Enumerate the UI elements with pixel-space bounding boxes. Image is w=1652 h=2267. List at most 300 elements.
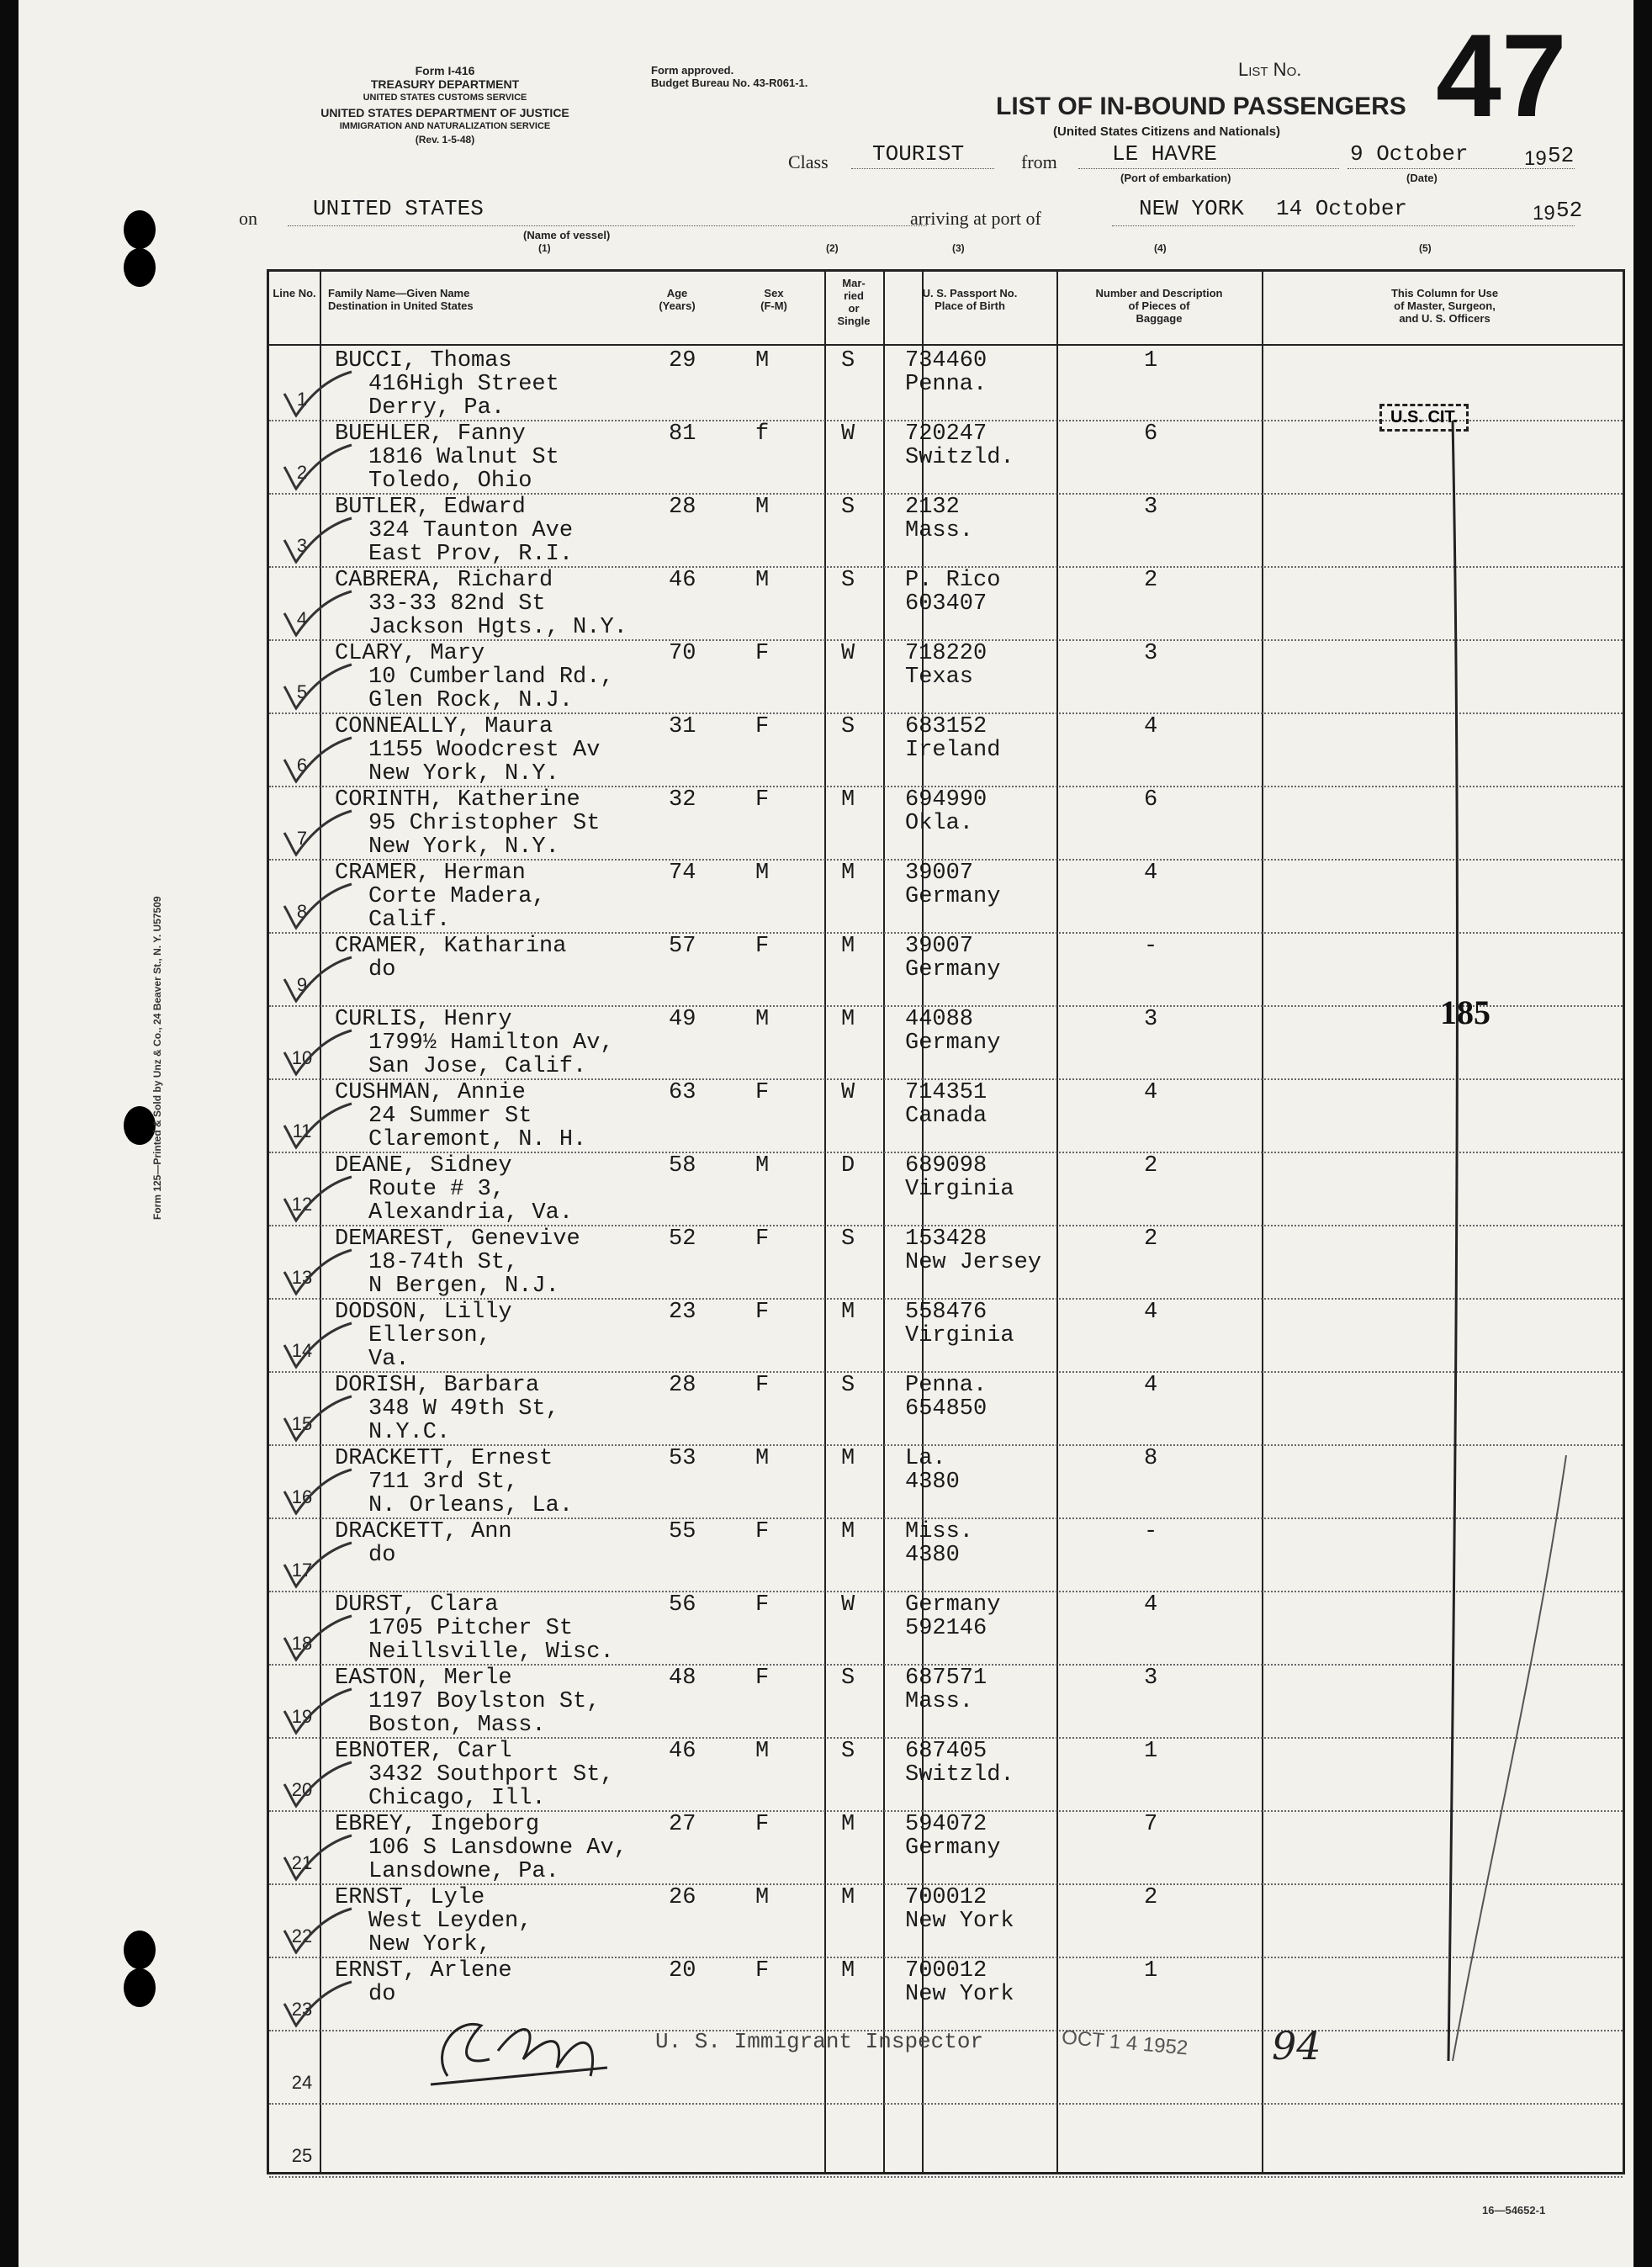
passenger-name: CRAMER, Herman	[335, 861, 526, 886]
age: 29	[669, 348, 696, 373]
passenger-name: DODSON, Lilly	[335, 1300, 512, 1325]
marital-status: S	[841, 568, 855, 593]
baggage-count: 3	[1144, 641, 1158, 666]
check-mark	[278, 1027, 353, 1078]
col3-num: (3)	[952, 242, 965, 254]
check-mark	[278, 1978, 353, 2029]
place-of-birth: Germany	[905, 884, 1001, 909]
passenger-name: CONNEALLY, Maura	[335, 714, 553, 739]
marital-status: M	[841, 934, 855, 959]
table-row	[269, 1811, 1623, 1884]
marital-status: M	[841, 1446, 855, 1471]
baggage-count: 1	[1144, 1958, 1158, 1984]
col-header-passport: U. S. Passport No. Place of Birth	[922, 287, 1018, 312]
port-underline	[1078, 168, 1339, 169]
age: 20	[669, 1958, 696, 1984]
class-label: Class	[788, 151, 829, 172]
baggage-count: 4	[1144, 1300, 1158, 1325]
passenger-name: CABRERA, Richard	[335, 568, 553, 593]
place-of-birth: Penna.	[905, 372, 987, 397]
passport-number: 714351	[905, 1080, 987, 1105]
place-of-birth: 654850	[905, 1396, 987, 1422]
line-number: 1	[296, 389, 308, 410]
line-number: 20	[291, 1779, 313, 1800]
passenger-name: BUTLER, Edward	[335, 495, 526, 520]
passport-number: Germany	[905, 1592, 1001, 1618]
address-line-2: New York, N.Y.	[368, 761, 559, 787]
baggage-count: -	[1144, 934, 1158, 959]
marital-status: M	[841, 1885, 855, 1910]
passport-number: 694990	[905, 787, 987, 813]
address-line-2: East Prov, R.I.	[368, 542, 574, 567]
marital-status: M	[841, 1958, 855, 1984]
marital-status: W	[841, 421, 855, 447]
line-number: 12	[291, 1194, 313, 1215]
binder-hole	[124, 210, 156, 249]
table-row	[269, 1884, 1623, 1957]
table-row	[269, 640, 1623, 713]
passenger-name: EASTON, Merle	[335, 1666, 512, 1691]
col-header-line: Line No.	[273, 287, 316, 299]
ins-service: IMMIGRATION AND NATURALIZATION SERVICE	[339, 121, 551, 131]
binder-hole	[124, 248, 156, 287]
class-value: TOURIST	[872, 141, 965, 167]
list-no-value: 47	[1436, 9, 1567, 141]
arrival-date-stamp: OCT 1 4 1952	[1061, 2026, 1189, 2060]
manifest-page	[19, 0, 1633, 2267]
baggage-count: 6	[1144, 421, 1158, 447]
address-line-1: 10 Cumberland Rd.,	[368, 665, 614, 690]
check-mark	[278, 1100, 353, 1151]
age: 28	[669, 495, 696, 520]
place-of-birth: New York	[905, 1982, 1014, 2007]
address-line-1: Route # 3,	[368, 1177, 506, 1202]
sex: F	[755, 1226, 770, 1252]
line-number: 4	[296, 608, 308, 629]
address-line-1: 416High Street	[368, 372, 559, 397]
passenger-name: CRAMER, Katharina	[335, 934, 567, 959]
place-of-birth: Mass.	[905, 518, 974, 543]
table-row	[269, 860, 1623, 933]
place-of-birth: 4380	[905, 1543, 960, 1568]
age: 32	[669, 787, 696, 813]
date-underline	[1348, 168, 1575, 169]
baggage-count: 8	[1144, 1446, 1158, 1471]
passport-number: 39007	[905, 861, 974, 886]
check-mark	[278, 1539, 353, 1590]
col5-num: (5)	[1419, 242, 1432, 254]
table-row	[269, 1152, 1623, 1226]
sex: F	[755, 934, 770, 959]
baggage-count: 7	[1144, 1812, 1158, 1837]
sex: F	[755, 714, 770, 739]
place-of-birth: New Jersey	[905, 1250, 1042, 1275]
inspector-signature	[422, 2000, 624, 2093]
passenger-table	[267, 269, 1625, 2174]
document-subtitle: (United States Citizens and Nationals)	[1053, 124, 1281, 139]
line-number: 7	[296, 828, 308, 849]
marital-status: M	[841, 1519, 855, 1544]
list-no-label: List No.	[1238, 59, 1302, 80]
place-of-birth: Switzld.	[905, 445, 1014, 470]
table-row	[269, 1665, 1623, 1738]
total-passengers: 185	[1440, 993, 1491, 1031]
place-of-birth: Texas	[905, 665, 974, 690]
passport-number: 687405	[905, 1739, 987, 1764]
table-row	[269, 1006, 1623, 1079]
address-line-2: Boston, Mass.	[368, 1713, 546, 1738]
baggage-count: 4	[1144, 1373, 1158, 1398]
sex: F	[755, 1373, 770, 1398]
inspector-label: U. S. Immigrant Inspector	[655, 2029, 984, 2054]
handwritten-number: 94	[1272, 2023, 1321, 2068]
vessel-underline	[288, 225, 927, 226]
place-of-birth: Germany	[905, 1835, 1001, 1861]
table-row	[269, 567, 1623, 640]
address-line-2: Chicago, Ill.	[368, 1786, 546, 1811]
age: 53	[669, 1446, 696, 1471]
binder-hole	[124, 1931, 156, 1969]
table-row	[269, 1299, 1623, 1372]
place-of-birth: Mass.	[905, 1689, 974, 1714]
line-number: 16	[291, 1486, 313, 1507]
baggage-count: 4	[1144, 1080, 1158, 1105]
table-row	[269, 421, 1623, 494]
baggage-count: 3	[1144, 1666, 1158, 1691]
marital-status: W	[841, 641, 855, 666]
sex: F	[755, 1592, 770, 1618]
address-line-1: 95 Christopher St	[368, 811, 601, 836]
address-line-1: Ellerson,	[368, 1323, 491, 1348]
address-line-2: Claremont, N. H.	[368, 1127, 587, 1152]
document-title: LIST OF IN-BOUND PASSENGERS	[996, 93, 1406, 120]
address-line-1: 1155 Woodcrest Av	[368, 738, 601, 763]
address-line-1: 1799½ Hamilton Av,	[368, 1030, 614, 1056]
age: 70	[669, 641, 696, 666]
sex: M	[755, 1446, 770, 1471]
age: 63	[669, 1080, 696, 1105]
line-number: 11	[292, 1120, 312, 1141]
place-of-birth: Germany	[905, 1030, 1001, 1056]
passenger-name: EBNOTER, Carl	[335, 1739, 512, 1764]
baggage-count: 6	[1144, 787, 1158, 813]
passport-number: 44088	[905, 1007, 974, 1032]
baggage-count: 3	[1144, 1007, 1158, 1032]
check-mark	[278, 808, 353, 858]
check-mark	[278, 1173, 353, 1224]
marital-status: M	[841, 1300, 855, 1325]
sex: M	[755, 1007, 770, 1032]
port-of-embarkation: LE HAVRE	[1112, 141, 1217, 167]
check-mark	[278, 954, 353, 1004]
table-row-empty	[269, 2104, 1623, 2177]
passport-number: 594072	[905, 1812, 987, 1837]
baggage-count: 2	[1144, 1153, 1158, 1179]
address-line-2: New York, N.Y.	[368, 834, 559, 860]
address-line-1: Corte Madera,	[368, 884, 546, 909]
footer-code: 16—54652-1	[1482, 2204, 1546, 2217]
table-row	[269, 1518, 1623, 1592]
line-number: 18	[291, 1633, 313, 1654]
arriving-label: arriving at port of	[910, 208, 1041, 229]
embark-date: 9 October	[1350, 141, 1469, 167]
passenger-name: CURLIS, Henry	[335, 1007, 512, 1032]
printer-side-text: Form 125—Printed & Sold by Unz & Co., 24 Beaver St., N. Y. U57509	[151, 896, 163, 1220]
line-number: 25	[291, 2145, 313, 2166]
table-row	[269, 494, 1623, 567]
form-number: Form I-416	[415, 64, 475, 77]
marital-status: M	[841, 787, 855, 813]
col-header-name	[328, 287, 474, 312]
sex: F	[755, 1666, 770, 1691]
address-line-2: Va.	[368, 1347, 410, 1372]
sex: M	[755, 568, 770, 593]
place-of-birth: New York	[905, 1909, 1014, 1934]
arrival-underline	[1112, 225, 1575, 226]
table-row	[269, 1079, 1623, 1152]
marital-status: S	[841, 1373, 855, 1398]
passenger-name: DORISH, Barbara	[335, 1373, 540, 1398]
us-citizen-stamp: U.S. CIT.	[1379, 404, 1469, 432]
vessel-caption: (Name of vessel)	[523, 229, 611, 241]
check-mark	[278, 1320, 353, 1370]
arrival-port: NEW YORK	[1139, 196, 1244, 221]
check-mark	[278, 442, 353, 492]
check-mark	[278, 1905, 353, 1956]
handwritten-column-mark	[1440, 421, 1575, 2069]
passenger-name: DEMAREST, Genevive	[335, 1226, 580, 1252]
address-line-1: West Leyden,	[368, 1909, 532, 1934]
address-line-1: 711 3rd St,	[368, 1470, 519, 1495]
check-mark	[278, 1466, 353, 1517]
passport-number: 39007	[905, 934, 974, 959]
address-line-1: 324 Taunton Ave	[368, 518, 574, 543]
address-line-2: N. Orleans, La.	[368, 1493, 574, 1518]
line-number: 21	[291, 1852, 313, 1873]
passenger-name: ERNST, Arlene	[335, 1958, 512, 1984]
line-number: 17	[291, 1560, 313, 1581]
address-line-1: 18-74th St,	[368, 1250, 519, 1275]
row-dotted-rule	[269, 2176, 1623, 2178]
table-row	[269, 1738, 1623, 1811]
passenger-name: BUCCI, Thomas	[335, 348, 512, 373]
age: 49	[669, 1007, 696, 1032]
passport-number: 700012	[905, 1958, 987, 1984]
place-of-birth: Germany	[905, 957, 1001, 983]
sex: M	[755, 348, 770, 373]
header-divider	[269, 344, 1623, 346]
age: 23	[669, 1300, 696, 1325]
from-label: from	[1021, 151, 1057, 172]
check-mark	[278, 368, 353, 419]
sex: F	[755, 1812, 770, 1837]
check-mark	[278, 881, 353, 931]
address-line-1: do	[368, 1543, 396, 1568]
budget-text: Budget Bureau No. 43-R061-1.	[651, 77, 808, 89]
marital-status: M	[841, 861, 855, 886]
line-number: 19	[291, 1706, 313, 1727]
address-line-2: Calif.	[368, 908, 451, 933]
sex: f	[755, 421, 770, 447]
port-embark-caption: (Port of embarkation)	[1120, 172, 1231, 184]
col-header-name-text: Family Name—Given Name Destination in United States	[328, 287, 474, 312]
passport-number: 558476	[905, 1300, 987, 1325]
check-mark	[278, 588, 353, 638]
passport-number: Miss.	[905, 1519, 974, 1544]
place-of-birth: 4380	[905, 1470, 960, 1495]
age: 57	[669, 934, 696, 959]
marital-status: S	[841, 495, 855, 520]
sex: F	[755, 1958, 770, 1984]
age: 81	[669, 421, 696, 447]
passport-number: Penna.	[905, 1373, 987, 1398]
col-header-officers: This Column for Use of Master, Surgeon, and U. S. Officers	[1390, 287, 1499, 325]
place-of-birth: Virginia	[905, 1323, 1014, 1348]
col1-num: (1)	[538, 242, 551, 254]
age: 55	[669, 1519, 696, 1544]
address-line-1: 1705 Pitcher St	[368, 1616, 574, 1641]
sex: M	[755, 861, 770, 886]
place-of-birth: Canada	[905, 1104, 987, 1129]
passport-number: 683152	[905, 714, 987, 739]
sex: M	[755, 495, 770, 520]
marital-status: S	[841, 714, 855, 739]
table-row	[269, 1372, 1623, 1445]
passport-number: 153428	[905, 1226, 987, 1252]
embark-year: 52	[1548, 143, 1575, 168]
marital-status: S	[841, 348, 855, 373]
line-number: 10	[291, 1047, 313, 1068]
approved-text: Form approved.	[651, 64, 734, 77]
embark-year-prefix: 19	[1524, 147, 1547, 170]
baggage-count: 4	[1144, 714, 1158, 739]
age: 28	[669, 1373, 696, 1398]
marital-status: M	[841, 1812, 855, 1837]
place-of-birth: Okla.	[905, 811, 974, 836]
passport-number: 734460	[905, 348, 987, 373]
line-number: 5	[296, 681, 308, 702]
table-row	[269, 1445, 1623, 1518]
check-mark	[278, 734, 353, 785]
baggage-count: 4	[1144, 1592, 1158, 1618]
check-mark	[278, 661, 353, 712]
check-mark	[278, 1393, 353, 1443]
place-of-birth: Virginia	[905, 1177, 1014, 1202]
col-header-married: Mar- ried or Single	[837, 277, 871, 327]
form-header-left	[239, 64, 651, 146]
col2-num: (2)	[826, 242, 839, 254]
table-row	[269, 713, 1623, 787]
check-mark	[278, 1247, 353, 1297]
address-line-2: N.Y.C.	[368, 1420, 451, 1445]
date-caption: (Date)	[1406, 172, 1438, 184]
vessel-name: UNITED STATES	[313, 196, 484, 221]
address-line-2: Neillsville, Wisc.	[368, 1639, 614, 1665]
justice-dept: UNITED STATES DEPARTMENT OF JUSTICE	[320, 106, 569, 119]
age: 58	[669, 1153, 696, 1179]
age: 31	[669, 714, 696, 739]
marital-status: S	[841, 1666, 855, 1691]
passenger-name: ERNST, Lyle	[335, 1885, 485, 1910]
customs-service: UNITED STATES CUSTOMS SERVICE	[363, 93, 527, 103]
sex: F	[755, 641, 770, 666]
baggage-count: 1	[1144, 1739, 1158, 1764]
line-number: 3	[296, 535, 308, 556]
address-line-1: 33-33 82nd St	[368, 591, 546, 617]
age: 46	[669, 568, 696, 593]
address-line-2: N Bergen, N.J.	[368, 1274, 559, 1299]
table-row	[269, 1592, 1623, 1665]
place-of-birth: 603407	[905, 591, 987, 617]
revision: (Rev. 1-5-48)	[415, 134, 475, 146]
baggage-count: 1	[1144, 348, 1158, 373]
address-line-1: 24 Summer St	[368, 1104, 532, 1129]
age: 48	[669, 1666, 696, 1691]
sex: F	[755, 787, 770, 813]
baggage-count: 2	[1144, 1885, 1158, 1910]
line-number: 8	[296, 901, 308, 922]
check-mark	[278, 1613, 353, 1663]
address-line-2: Alexandria, Va.	[368, 1200, 574, 1226]
passport-number: 687571	[905, 1666, 987, 1691]
sex: F	[755, 1080, 770, 1105]
form-approval	[651, 64, 807, 89]
sex: F	[755, 1300, 770, 1325]
passenger-name: DRACKETT, Ann	[335, 1519, 512, 1544]
address-line-1: 348 W 49th St,	[368, 1396, 559, 1422]
age: 52	[669, 1226, 696, 1252]
baggage-count: 4	[1144, 861, 1158, 886]
baggage-count: 3	[1144, 495, 1158, 520]
address-line-2: Jackson Hgts., N.Y.	[368, 615, 627, 640]
age: 56	[669, 1592, 696, 1618]
sex: M	[755, 1885, 770, 1910]
check-mark	[278, 515, 353, 565]
line-number: 6	[296, 755, 308, 776]
col4-num: (4)	[1154, 242, 1167, 254]
sex: M	[755, 1739, 770, 1764]
passenger-name: CLARY, Mary	[335, 641, 485, 666]
address-line-2: Lansdowne, Pa.	[368, 1859, 559, 1884]
table-row	[269, 1226, 1623, 1299]
line-number: 23	[291, 1999, 313, 2020]
passport-number: 2132	[905, 495, 960, 520]
marital-status: W	[841, 1592, 855, 1618]
address-line-1: do	[368, 957, 396, 983]
passenger-name: CORINTH, Katherine	[335, 787, 580, 813]
check-mark	[278, 1832, 353, 1883]
check-mark	[278, 1686, 353, 1736]
marital-status: D	[841, 1153, 855, 1179]
passenger-name: DURST, Clara	[335, 1592, 499, 1618]
place-of-birth: 592146	[905, 1616, 987, 1641]
class-underline	[851, 168, 994, 169]
passport-number: 720247	[905, 421, 987, 447]
col-header-age: Age (Years)	[659, 287, 696, 312]
address-line-1: 3432 Southport St,	[368, 1762, 614, 1788]
passenger-name: BUEHLER, Fanny	[335, 421, 526, 447]
passenger-name: DEANE, Sidney	[335, 1153, 512, 1179]
passport-number: P. Rico	[905, 568, 1001, 593]
treasury-dept: TREASURY DEPARTMENT	[370, 77, 520, 91]
passport-number: 700012	[905, 1885, 987, 1910]
baggage-count: 2	[1144, 568, 1158, 593]
place-of-birth: Switzld.	[905, 1762, 1014, 1788]
sex: F	[755, 1519, 770, 1544]
age: 46	[669, 1739, 696, 1764]
passport-number: 689098	[905, 1153, 987, 1179]
address-line-1: 106 S Lansdowne Av,	[368, 1835, 627, 1861]
